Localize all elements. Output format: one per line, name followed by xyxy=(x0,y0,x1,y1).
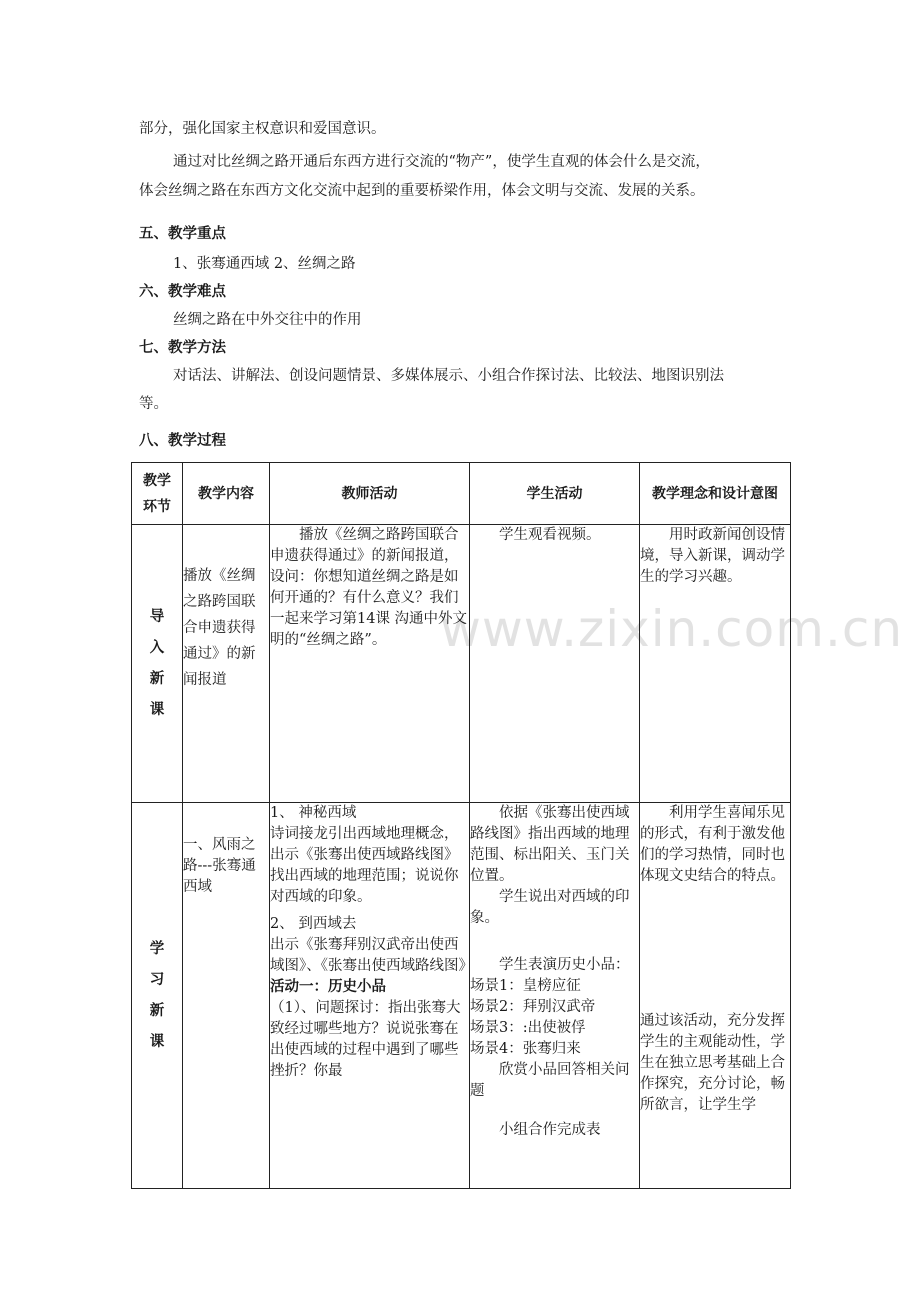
header-design: 教学理念和设计意图 xyxy=(640,463,791,525)
student-line: 欣赏小品回答相关问题 xyxy=(470,1062,630,1099)
section-5-body: 1、张骞通西域 2、丝绸之路 xyxy=(173,256,356,272)
table-row xyxy=(132,803,791,1189)
intro-line-1: 部分，强化国家主权意识和爱国意识。 xyxy=(139,121,386,137)
student-line: 依据《张骞出使西域路线图》指出西域的地理范围、标出阳关、玉门关位置。 xyxy=(470,805,630,884)
teacher-activity-title: 活动一：历史小品 xyxy=(270,979,386,995)
design-line: 利用学生喜闻乐见的形式，有利于激发他们的学习热情，同时也体现文史结合的特点。 xyxy=(640,805,785,884)
teacher-cell xyxy=(270,803,473,1189)
table-header-row xyxy=(132,463,791,525)
teacher-line: 1、 神秘西域 xyxy=(270,805,357,821)
student-line: 学生表演历史小品： xyxy=(499,957,630,973)
teacher-line: 播放《丝绸之路跨国联合申遗获得通过》的新闻报道，设问：你想知道丝绸之路是如何开通的？有什么意义？我们一起来学习第14课 沟通中外文明的“丝绸之路”。 xyxy=(270,527,468,648)
stage-cell: 导入新课 xyxy=(132,525,183,803)
design-line: 用时政新闻创设情境，导入新课，调动学生的学习兴趣。 xyxy=(640,527,785,585)
watermark: www.zixin.com.cn xyxy=(440,600,904,658)
header-stage: 教学环节 xyxy=(132,463,183,525)
teacher-cell xyxy=(270,525,470,803)
section-8-title: 八、教学过程 xyxy=(139,433,226,449)
student-line: 场景2：拜别汉武帝 xyxy=(470,999,596,1015)
content-cell: 播放《丝绸之路跨国联合申遗获得通过》的新闻报道 xyxy=(183,525,270,803)
student-line: 场景1：皇榜应征 xyxy=(470,978,581,994)
student-cell xyxy=(470,525,640,803)
design-line: 通过该活动，充分发挥学生的主观能动性，学生在独立思考基础上合作探究，充分讨论，畅所欲言，让学生学 xyxy=(640,1013,785,1113)
student-line: 学生观看视频。 xyxy=(499,527,601,543)
teacher-line: 诗词接龙引出西域地理概念，出示《张骞出使西域路线图》找出西域的地理范围；说说你对西域的印象。 xyxy=(270,826,459,905)
teacher-line: （1）、问题探讨：指出张骞大致经过哪些地方？说说张骞在出使西域的过程中遇到了哪些挫折？你最 xyxy=(270,1000,461,1079)
section-5-title: 五、教学重点 xyxy=(139,226,226,242)
header-content: 教学内容 xyxy=(183,463,270,525)
table-row xyxy=(132,525,791,803)
section-6-body: 丝绸之路在中外交往中的作用 xyxy=(173,312,362,328)
section-7-body-1: 对话法、讲解法、创设问题情景、多媒体展示、小组合作探讨法、比较法、地图识别法 xyxy=(173,368,724,384)
teacher-line: 出示《张骞拜别汉武帝出使西域图》、《张骞出使西域路线图》 xyxy=(270,937,473,974)
header-teacher: 教师活动 xyxy=(270,463,470,525)
design-cell xyxy=(640,525,791,803)
section-6-title: 六、教学难点 xyxy=(139,284,226,300)
section-7-title: 七、教学方法 xyxy=(139,340,226,356)
design-cell xyxy=(640,803,791,1189)
content-cell: 一、风雨之路---张骞通西域 xyxy=(183,803,270,1189)
teacher-line: 2、 到西域去 xyxy=(270,916,357,932)
header-student: 学生活动 xyxy=(470,463,640,525)
student-line: 小组合作完成表 xyxy=(499,1122,601,1138)
student-line: 学生说出对西域的印象。 xyxy=(470,889,630,926)
teaching-process-table xyxy=(131,462,791,1189)
student-line: 场景3：:出使被俘 xyxy=(470,1020,586,1036)
student-line: 场景4：张骞归来 xyxy=(470,1041,581,1057)
student-cell xyxy=(470,803,640,1189)
intro-line-2: 通过对比丝绸之路开通后东西方进行交流的“物产”，使学生直观的体会什么是交流， xyxy=(173,154,710,170)
intro-line-3: 体会丝绸之路在东西方文化交流中起到的重要桥梁作用，体会文明与交流、发展的关系。 xyxy=(139,183,705,199)
stage-cell: 学习新课 xyxy=(132,803,183,1189)
section-7-body-2: 等。 xyxy=(139,396,168,412)
